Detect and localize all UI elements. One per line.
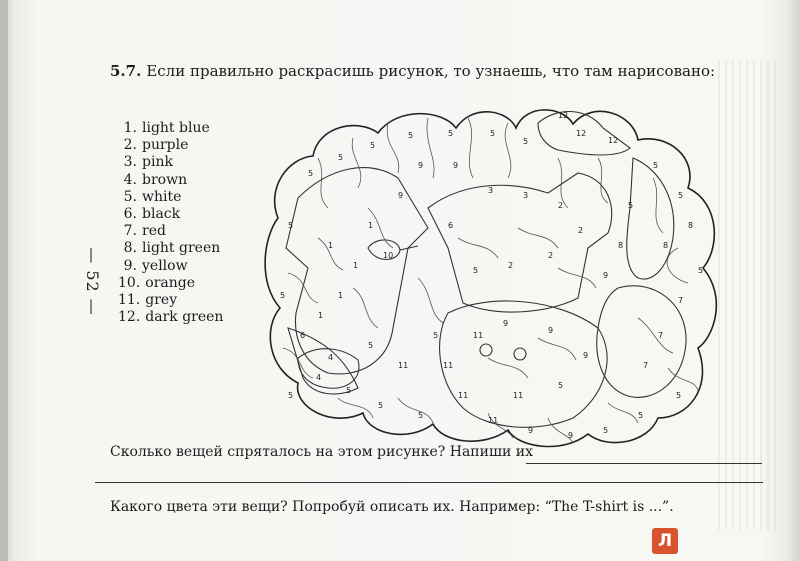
svg-text:5: 5 (280, 291, 286, 300)
count-question: Сколько вещей спряталось на этом рисунке? Напиши их (110, 444, 533, 460)
svg-text:1: 1 (338, 291, 344, 300)
svg-text:5: 5 (558, 381, 564, 390)
svg-text:1: 1 (353, 261, 359, 270)
svg-text:12: 12 (608, 136, 619, 145)
svg-text:5: 5 (408, 131, 414, 140)
svg-text:10: 10 (383, 251, 394, 260)
svg-text:11: 11 (473, 331, 484, 340)
svg-text:9: 9 (548, 326, 554, 335)
svg-text:7: 7 (643, 361, 649, 370)
svg-text:8: 8 (618, 241, 624, 250)
legend-item (118, 258, 223, 275)
svg-text:9: 9 (603, 271, 609, 280)
svg-text:5: 5 (523, 137, 529, 146)
legend-item-color: red (142, 223, 166, 240)
svg-text:7: 7 (678, 296, 684, 305)
legend-item (118, 206, 223, 223)
legend-item-color: pink (142, 154, 173, 171)
svg-text:8: 8 (663, 241, 669, 250)
svg-text:9: 9 (453, 161, 459, 170)
svg-text:5: 5 (678, 191, 684, 200)
legend-item-color: white (142, 188, 182, 205)
page-number: — 52 — (82, 247, 102, 316)
legend-item (118, 292, 223, 309)
svg-text:2: 2 (558, 201, 564, 210)
svg-text:2: 2 (508, 261, 514, 270)
legend-item-number: 2. (123, 137, 137, 154)
color-legend (118, 120, 223, 326)
button-mark (514, 348, 526, 360)
legend-item (118, 309, 223, 326)
ball-shape (597, 286, 686, 398)
svg-text:1: 1 (318, 311, 324, 320)
legend-item-color: brown (142, 171, 188, 188)
legend-item-color: yellow (142, 257, 188, 274)
svg-text:11: 11 (458, 391, 469, 400)
legend-item-number: 10. (118, 274, 141, 291)
svg-text:3: 3 (488, 186, 494, 195)
tshirt-shape (428, 173, 612, 312)
button-mark (480, 344, 492, 356)
svg-text:5: 5 (378, 401, 384, 410)
svg-text:5: 5 (603, 426, 609, 435)
exercise-instruction: Если правильно раскрасишь рисунок, то узнаешь, что там нарисовано: (146, 62, 716, 80)
legend-item (118, 154, 223, 171)
svg-text:5: 5 (418, 411, 424, 420)
svg-text:2: 2 (548, 251, 554, 260)
legend-item-color: black (142, 206, 181, 223)
svg-text:5: 5 (346, 386, 352, 395)
svg-text:6: 6 (448, 221, 454, 230)
legend-item-number: 12. (118, 309, 141, 326)
legend-item-color: dark green (145, 309, 224, 326)
svg-text:5: 5 (288, 221, 294, 230)
svg-text:5: 5 (490, 129, 496, 138)
svg-text:5: 5 (653, 161, 659, 170)
svg-text:5: 5 (698, 266, 704, 275)
legend-item (118, 189, 223, 206)
legend-item-color: purple (142, 137, 189, 154)
legend-item-number: 8. (123, 240, 137, 257)
svg-text:5: 5 (676, 391, 682, 400)
svg-text:5: 5 (638, 411, 644, 420)
legend-item-number: 4. (123, 171, 137, 188)
svg-text:8: 8 (688, 221, 694, 230)
svg-text:9: 9 (418, 161, 424, 170)
legend-item (118, 137, 223, 154)
legend-item-number: 11. (118, 292, 141, 309)
svg-text:12: 12 (576, 129, 587, 138)
legend-item-number: 6. (123, 206, 137, 223)
svg-text:6: 6 (300, 331, 306, 340)
section-divider (95, 482, 763, 483)
exercise-number: 5.7. (110, 62, 142, 80)
legend-item-number: 9. (123, 257, 137, 274)
exercise-heading (110, 62, 715, 80)
svg-text:11: 11 (513, 391, 524, 400)
jacket-shape (286, 168, 428, 374)
svg-text:5: 5 (288, 391, 294, 400)
svg-text:5: 5 (370, 141, 376, 150)
svg-text:1: 1 (368, 221, 374, 230)
svg-text:4: 4 (316, 373, 322, 382)
svg-text:11: 11 (443, 361, 454, 370)
legend-item (118, 172, 223, 189)
svg-text:4: 4 (328, 353, 334, 362)
svg-text:2: 2 (578, 226, 584, 235)
legend-item (118, 223, 223, 240)
svg-text:9: 9 (528, 426, 534, 435)
color-by-number-picture (258, 98, 728, 454)
svg-text:5: 5 (628, 201, 634, 210)
svg-text:11: 11 (488, 416, 499, 425)
legend-item (118, 240, 223, 257)
legend-item-color: light blue (142, 120, 210, 136)
svg-text:9: 9 (503, 319, 509, 328)
bag-shape (440, 301, 608, 427)
svg-text:3: 3 (523, 191, 529, 200)
svg-text:5: 5 (448, 129, 454, 138)
legend-item-color: light green (142, 240, 221, 257)
svg-text:11: 11 (398, 361, 409, 370)
color-prompt: Какого цвета эти вещи? Попробуй описать их. Например: “The T-shirt is ...”. (110, 499, 674, 515)
legend-item-color: grey (145, 292, 178, 309)
page-fold-shadow (0, 0, 8, 561)
legend-item-number: 1. (123, 120, 137, 136)
svg-text:1: 1 (328, 241, 334, 250)
svg-text:5: 5 (308, 169, 314, 178)
legend-item-color: orange (145, 274, 195, 291)
svg-text:9: 9 (398, 191, 404, 200)
svg-text:9: 9 (583, 351, 589, 360)
svg-text:5: 5 (433, 331, 439, 340)
legend-item-number: 7. (123, 223, 137, 240)
socks-shape (627, 158, 674, 279)
svg-text:5: 5 (473, 266, 479, 275)
legend-item (118, 120, 223, 137)
publisher-logo: Л (652, 528, 678, 554)
svg-text:5: 5 (338, 153, 344, 162)
svg-text:9: 9 (568, 431, 574, 440)
svg-text:12: 12 (558, 111, 569, 120)
svg-text:5: 5 (368, 341, 374, 350)
legend-item-number: 3. (123, 154, 137, 171)
legend-item (118, 275, 223, 292)
legend-item-number: 5. (123, 188, 137, 205)
answer-line (526, 463, 762, 464)
svg-text:7: 7 (658, 331, 664, 340)
